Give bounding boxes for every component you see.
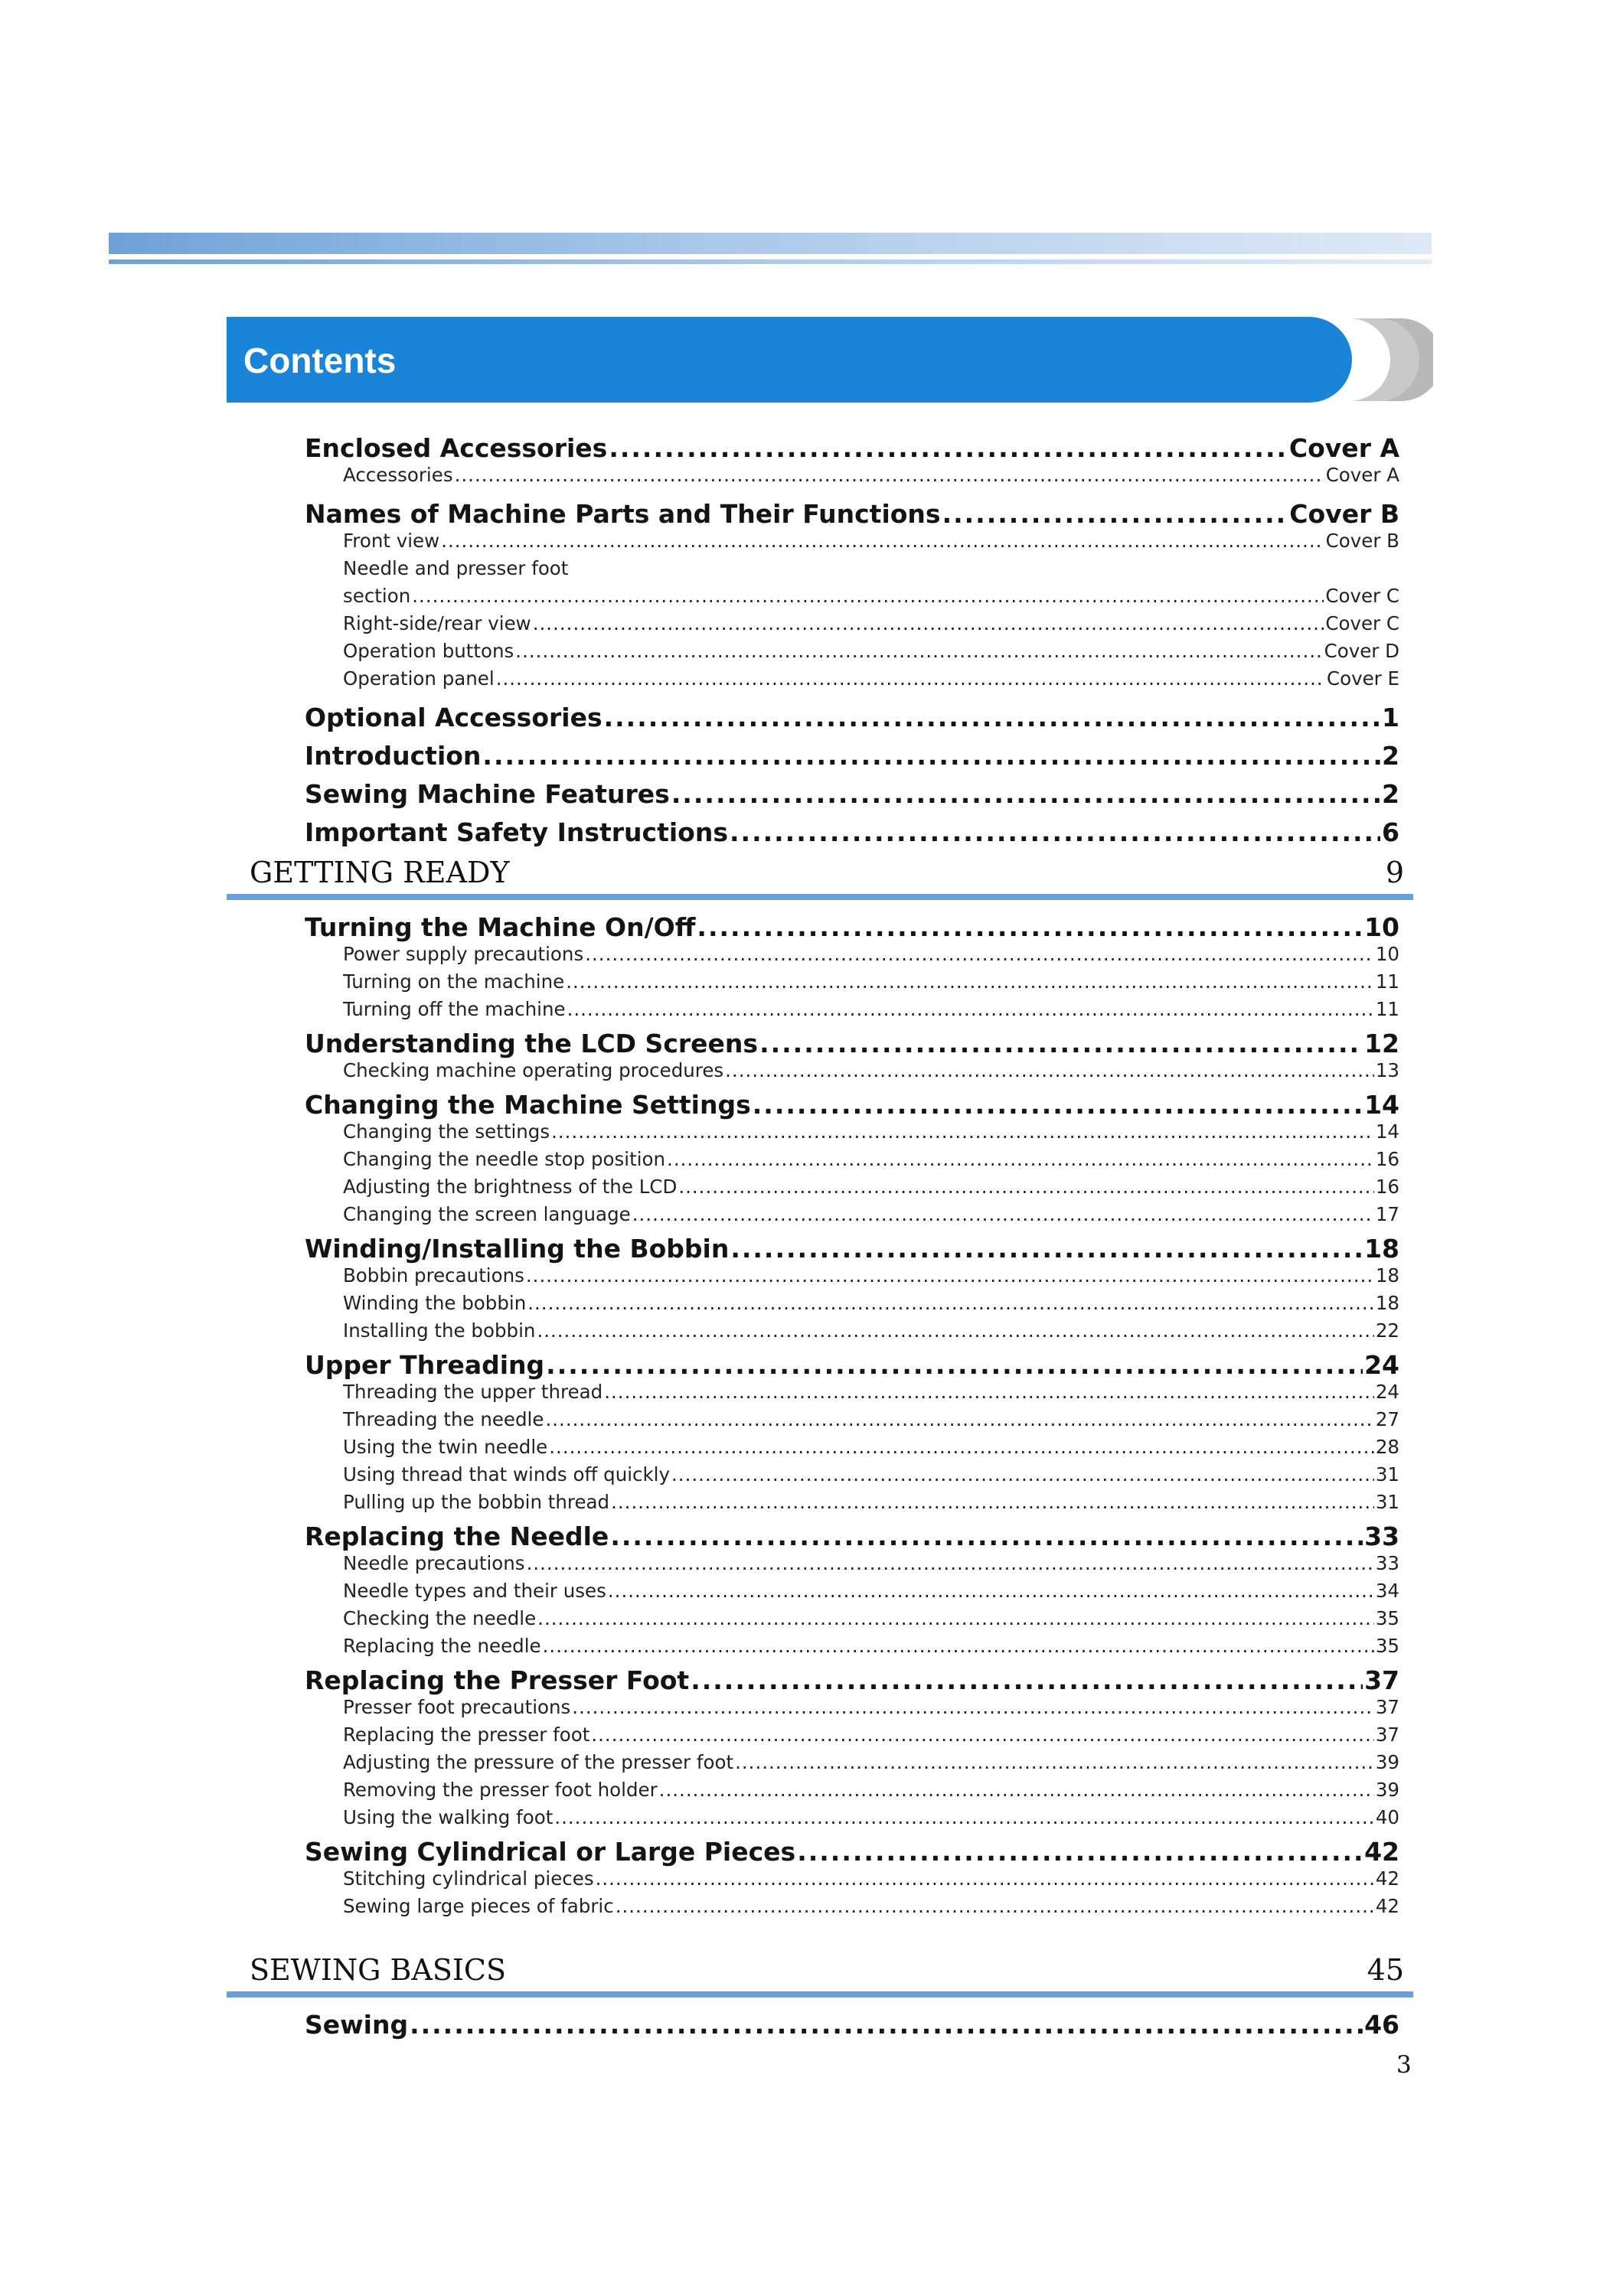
toc-entry-title: Operation panel	[343, 667, 495, 690]
toc-entry-page: 35	[1375, 1607, 1399, 1629]
toc-entry-title: Changing the screen language	[343, 1203, 631, 1225]
toc-entry-title: Important Safety Instructions	[305, 817, 728, 847]
toc-entry-page: 46	[1364, 2010, 1399, 2040]
toc-entry-title: Removing the presser foot holder	[343, 1779, 658, 1801]
dot-leader	[496, 667, 1325, 690]
dot-leader	[537, 1319, 1373, 1342]
dot-leader	[604, 1381, 1374, 1403]
toc-entry-title: Needle precautions	[343, 1552, 525, 1574]
toc-entry-page: Cover C	[1325, 612, 1399, 634]
toc-entry-title: Upper Threading	[305, 1350, 545, 1380]
dot-leader	[410, 2010, 1363, 2040]
dot-leader	[566, 970, 1374, 993]
dot-leader	[678, 1176, 1374, 1198]
toc-entry-page: 24	[1375, 1381, 1399, 1403]
toc-entry-title: Checking the needle	[343, 1607, 537, 1629]
dot-leader	[632, 1203, 1374, 1225]
page-title: Contents	[243, 341, 397, 380]
toc-entry-title: Threading the upper thread	[343, 1381, 603, 1403]
dot-leader	[608, 1580, 1374, 1602]
dot-leader	[567, 998, 1374, 1020]
toc-entry-page: 18	[1375, 1292, 1399, 1314]
dot-leader	[725, 1059, 1374, 1081]
toc-subentry[interactable]	[343, 1120, 1399, 1146]
toc-entry-page: 2	[1382, 779, 1399, 809]
toc-entry-page: 42	[1375, 1895, 1399, 1917]
dot-leader	[526, 1264, 1374, 1287]
dot-leader	[659, 1779, 1374, 1801]
toc-entry-page: 10	[1375, 943, 1399, 965]
toc-entry[interactable]	[305, 1029, 1399, 1059]
toc-entry-title: Right-side/rear view	[343, 612, 531, 634]
toc-entry-page: Cover B	[1325, 530, 1399, 552]
toc-entry-title: Turning on the machine	[343, 970, 565, 993]
section-rule	[227, 894, 1413, 900]
toc-entry-title: Replacing the Presser Foot	[305, 1665, 690, 1695]
dot-leader	[759, 1029, 1363, 1058]
toc-entry-page: 14	[1364, 1090, 1399, 1120]
toc-entry-page: 31	[1375, 1491, 1399, 1513]
toc-subentry[interactable]	[343, 1381, 1399, 1407]
toc-entry-page: 24	[1364, 1350, 1399, 1380]
dot-leader	[691, 1665, 1363, 1695]
toc-entry-title: Checking machine operating procedures	[343, 1059, 724, 1081]
toc-entry-page: 13	[1375, 1059, 1399, 1081]
toc-entry-title: Using thread that winds off quickly	[343, 1463, 670, 1486]
toc-entry-page: Cover A	[1288, 433, 1399, 463]
toc-subentry[interactable]	[343, 1319, 1399, 1345]
toc-subentry[interactable]	[343, 1724, 1399, 1750]
toc-entry-page: 37	[1364, 1665, 1399, 1695]
toc-entry-title: Accessories	[343, 464, 453, 486]
dot-leader	[549, 1436, 1374, 1458]
toc-subentry[interactable]	[343, 1751, 1399, 1777]
toc-entry-title: Winding the bobbin	[343, 1292, 527, 1314]
toc-entry-title: Sewing large pieces of fabric	[343, 1895, 614, 1917]
toc-entry-page: 42	[1375, 1867, 1399, 1890]
toc-entry-title: Enclosed Accessories	[305, 433, 608, 463]
toc-entry[interactable]	[305, 1350, 1399, 1381]
toc-subentry[interactable]	[343, 970, 1399, 996]
toc-subentry[interactable]	[343, 1867, 1399, 1893]
toc-entry-page: Cover D	[1324, 640, 1399, 662]
toc-entry-title: Names of Machine Parts and Their Functions	[305, 499, 941, 529]
dot-leader	[441, 530, 1324, 552]
toc-entry-page: 2	[1382, 741, 1399, 771]
dot-leader	[527, 1292, 1374, 1314]
toc-entry[interactable]	[305, 2010, 1399, 2040]
toc-entry-title: Optional Accessories	[305, 703, 603, 732]
toc-entry-page: 35	[1375, 1635, 1399, 1657]
toc-entry-title: Front view	[343, 530, 440, 552]
toc-entry-title: Pulling up the bobbin thread	[343, 1491, 610, 1513]
toc-entry-page: 39	[1375, 1751, 1399, 1773]
section-rule	[227, 1991, 1413, 1998]
toc-subentry[interactable]	[343, 1292, 1399, 1318]
toc-entry-title: Replacing the needle	[343, 1635, 541, 1657]
toc-entry-page: 10	[1364, 912, 1399, 942]
dot-leader	[616, 1895, 1374, 1917]
toc-entry-page: 31	[1375, 1463, 1399, 1486]
section-heading[interactable]	[250, 1953, 1404, 1987]
dot-leader	[611, 1491, 1374, 1513]
toc-entry-page: 33	[1364, 1521, 1399, 1551]
dot-leader	[543, 1635, 1374, 1657]
toc-subentry[interactable]	[343, 640, 1399, 666]
dot-leader	[527, 1552, 1374, 1574]
toc-entry-title: Needle types and their uses	[343, 1580, 606, 1602]
dot-leader	[753, 1090, 1363, 1120]
dot-leader	[667, 1148, 1374, 1170]
dot-leader	[604, 703, 1380, 732]
toc-entry-page: 33	[1375, 1552, 1399, 1574]
toc-entry-page: 17	[1375, 1203, 1399, 1225]
dot-leader	[797, 1837, 1363, 1867]
toc-entry-page: 16	[1375, 1148, 1399, 1170]
toc-subentry[interactable]	[343, 1463, 1399, 1489]
toc-subentry[interactable]	[343, 943, 1399, 969]
toc-entry-title: Changing the settings	[343, 1120, 550, 1143]
toc-subentry[interactable]	[343, 1779, 1399, 1805]
toc-entry-title: Power supply precautions	[343, 943, 584, 965]
toc-entry-page: 1	[1382, 703, 1399, 732]
toc-entry[interactable]	[305, 1665, 1399, 1696]
dot-leader	[730, 1234, 1363, 1264]
toc-subentry[interactable]	[343, 1264, 1399, 1290]
toc-entry-title: Winding/Installing the Bobbin	[305, 1234, 730, 1264]
toc-entry-page: 22	[1375, 1319, 1399, 1342]
toc-entry-title: Sewing Machine Features	[305, 779, 670, 809]
toc-subentry[interactable]	[343, 612, 1399, 638]
toc-entry-page: 11	[1375, 970, 1399, 993]
toc-entry-title: Threading the needle	[343, 1408, 544, 1430]
dot-leader	[730, 817, 1380, 847]
toc-subentry[interactable]	[343, 667, 1399, 693]
toc-entry-page: 12	[1364, 1029, 1399, 1058]
toc-entry-page: 37	[1375, 1696, 1399, 1718]
toc-entry-title: Replacing the Needle	[305, 1521, 609, 1551]
dot-leader	[482, 741, 1380, 771]
dot-leader	[591, 1724, 1373, 1746]
dot-leader	[455, 464, 1324, 486]
toc-entry-title: Installing the bobbin	[343, 1319, 536, 1342]
dot-leader	[412, 585, 1324, 607]
toc-subentry[interactable]	[343, 1552, 1399, 1578]
toc-entry-title: Presser foot precautions	[343, 1696, 571, 1718]
toc-entry-page: 11	[1375, 998, 1399, 1020]
toc-entry-page: 16	[1375, 1176, 1399, 1198]
toc-entry-page: 18	[1375, 1264, 1399, 1287]
dot-leader	[610, 1521, 1363, 1551]
dot-leader	[735, 1751, 1374, 1773]
dot-leader	[596, 1867, 1374, 1890]
dot-leader	[671, 779, 1380, 809]
toc-entry-page: 18	[1364, 1234, 1399, 1264]
dot-leader	[585, 943, 1374, 965]
dot-leader	[942, 499, 1288, 529]
toc-entry-title: Bobbin precautions	[343, 1264, 524, 1287]
dot-leader	[545, 1408, 1373, 1430]
toc-entry-title: Turning the Machine On/Off	[305, 912, 696, 942]
toc-entry-title: Sewing	[305, 2010, 409, 2040]
toc-entry-title: Turning off the machine	[343, 998, 566, 1020]
toc-entry-title: Adjusting the pressure of the presser foot	[343, 1751, 734, 1773]
toc-subentry[interactable]	[343, 1806, 1399, 1832]
dot-leader	[554, 1806, 1374, 1828]
toc-entry[interactable]	[305, 817, 1399, 848]
toc-entry[interactable]	[305, 912, 1399, 943]
toc-entry-page: 37	[1375, 1724, 1399, 1746]
toc-entry-page: 6	[1382, 817, 1399, 847]
toc-subentry[interactable]	[343, 1059, 1399, 1085]
toc-subentry[interactable]	[343, 585, 1399, 611]
toc-subentry[interactable]	[343, 1491, 1399, 1517]
toc-subentry[interactable]	[343, 530, 1399, 556]
toc-entry-page: Cover A	[1325, 464, 1399, 486]
toc-entry-page: 34	[1375, 1580, 1399, 1602]
toc-subentry[interactable]	[343, 1895, 1399, 1921]
toc-entry[interactable]	[305, 1090, 1399, 1120]
toc-subentry[interactable]	[343, 1635, 1399, 1661]
toc-subentry[interactable]	[343, 998, 1399, 1024]
toc-entry-title: Using the walking foot	[343, 1806, 554, 1828]
dot-leader	[546, 1350, 1363, 1380]
toc-entry[interactable]	[305, 779, 1399, 810]
dot-leader	[515, 640, 1322, 662]
dot-leader	[537, 1607, 1374, 1629]
toc-entry-title: Adjusting the brightness of the LCD	[343, 1176, 678, 1198]
toc-subentry[interactable]	[343, 1696, 1399, 1722]
toc-entry[interactable]	[305, 741, 1399, 771]
toc-entry-title: Using the twin needle	[343, 1436, 548, 1458]
dot-leader	[572, 1696, 1374, 1718]
toc-entry-page: 42	[1364, 1837, 1399, 1867]
section-title: GETTING READY	[250, 856, 510, 889]
toc-entry-title: Understanding the LCD Screens	[305, 1029, 759, 1058]
toc-entry-page: 14	[1375, 1120, 1399, 1143]
toc-entry-title: Stitching cylindrical pieces	[343, 1867, 594, 1890]
toc-entry[interactable]	[305, 703, 1399, 733]
toc-entry-title: Operation buttons	[343, 640, 514, 662]
toc-entry-title: Changing the Machine Settings	[305, 1090, 751, 1120]
section-page: 9	[1385, 856, 1404, 889]
toc-subentry[interactable]	[343, 1436, 1399, 1462]
section-heading[interactable]	[250, 856, 1404, 889]
dot-leader	[551, 1120, 1374, 1143]
toc-entry[interactable]	[305, 499, 1399, 530]
toc-subentry[interactable]	[343, 1148, 1399, 1174]
dot-leader	[671, 1463, 1374, 1486]
dot-leader	[697, 912, 1363, 942]
toc-entry-title: Replacing the presser foot	[343, 1724, 590, 1746]
toc-entry-page: 39	[1375, 1779, 1399, 1801]
toc-entry[interactable]	[305, 433, 1399, 464]
section-title: SEWING BASICS	[250, 1953, 507, 1987]
toc-entry-title: Sewing Cylindrical or Large Pieces	[305, 1837, 796, 1867]
toc-entry-title: Introduction	[305, 741, 482, 771]
page-number: 3	[1396, 2051, 1412, 2079]
toc-entry-page: Cover C	[1325, 585, 1399, 607]
toc-entry-page: 27	[1375, 1408, 1399, 1430]
toc-entry-title: Changing the needle stop position	[343, 1148, 666, 1170]
toc-subentry[interactable]	[343, 1408, 1399, 1434]
toc-entry-page: 28	[1375, 1436, 1399, 1458]
toc-subentry[interactable]	[343, 1580, 1399, 1606]
toc-entry-page: Cover E	[1326, 667, 1399, 690]
toc-entry[interactable]	[305, 1837, 1399, 1867]
toc-subentry[interactable]	[343, 1176, 1399, 1202]
toc-entry[interactable]	[305, 1521, 1399, 1552]
toc-entry-page: Cover B	[1289, 499, 1399, 529]
toc-entry-title: section	[343, 585, 411, 607]
toc-subentry[interactable]	[343, 1203, 1399, 1229]
toc-subentry[interactable]	[343, 464, 1399, 490]
toc-subentry[interactable]: Needle and presser foot	[343, 557, 569, 579]
toc-entry-page: 40	[1375, 1806, 1399, 1828]
dot-leader	[533, 612, 1324, 634]
dot-leader	[609, 433, 1288, 463]
toc-subentry[interactable]	[343, 1607, 1399, 1633]
toc-entry[interactable]	[305, 1234, 1399, 1264]
section-page: 45	[1367, 1953, 1404, 1987]
